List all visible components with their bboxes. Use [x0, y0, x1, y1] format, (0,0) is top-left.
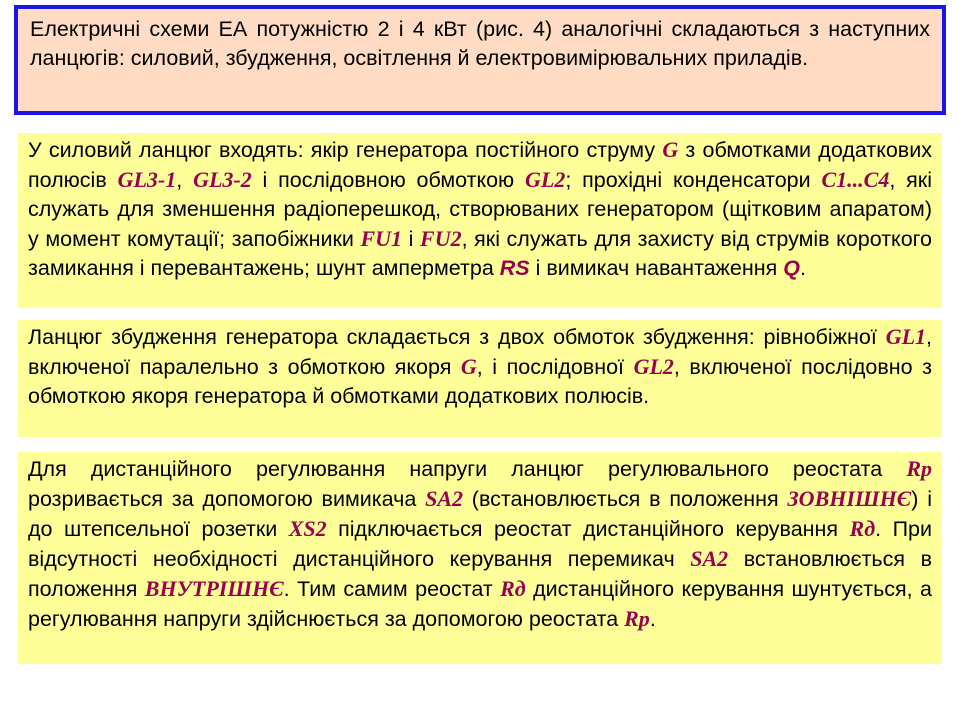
code-term: GL3-2: [193, 167, 252, 192]
code-term: Q: [783, 256, 800, 280]
text-run: дистанційного керування шунтується, а регулювання напруги здійснюється за допомогою реостата: [28, 577, 933, 631]
text-run: ,: [176, 168, 194, 192]
code-term: SA2: [425, 486, 464, 511]
text-run: ) і до штепсельної розетки: [28, 487, 932, 541]
code-term: Rp: [624, 606, 650, 631]
code-term: Rp: [906, 456, 932, 481]
code-term: XS2: [288, 516, 327, 541]
text-run: , які служать для зменшення радіоперешкод, створюваних генератором (щітковим апаратом) у момент комутації; запобіжники: [28, 168, 932, 251]
code-term: GL1: [885, 324, 927, 349]
code-term: ВНУТРІШНЄ: [144, 576, 284, 601]
text-run: У силовий ланцюг входять: якір генератора постійного струму: [28, 138, 663, 162]
code-term: C1...C4: [821, 167, 890, 192]
code-term: RS: [499, 256, 530, 280]
text-run: , і послідовної: [476, 355, 634, 379]
code-term: Rд: [500, 576, 526, 601]
text-run: , включеної послідовно з обмоткою якоря генератора й обмотками додаткових полюсів.: [28, 355, 932, 408]
text-run: Ланцюг збудження генератора складається з двох обмоток збудження: рівнобіжної: [28, 325, 886, 349]
text-run: . Тим самим реостат: [283, 577, 501, 601]
code-term: GL2: [633, 354, 674, 379]
excitation-circuit-paragraph: [18, 320, 942, 437]
text-run: , включеної паралельно з обмоткою якоря: [28, 325, 932, 379]
code-term: Rд: [849, 516, 876, 541]
code-term: GL2: [525, 167, 566, 192]
text-run: Для дистанційного регулювання напруги ланцюг регулювального реостата: [28, 457, 907, 481]
code-term: G: [460, 354, 477, 379]
text-run: і послідовною обмоткою: [251, 168, 526, 192]
text-run: і: [402, 227, 421, 251]
code-term: G: [662, 137, 679, 162]
code-term: GL3-1: [117, 167, 177, 192]
code-term: FU1: [360, 226, 403, 251]
text-run: підключається реостат дистанційного керування: [326, 517, 850, 541]
text-run: (встановлюється в положення: [463, 487, 788, 511]
code-term: ЗОВНІШНЄ: [787, 486, 912, 511]
remote-regulation-paragraph: [18, 452, 942, 664]
text-run: .: [799, 256, 806, 280]
text-run: встановлюється в положення: [28, 547, 933, 601]
text-run: і вимикач навантаження: [529, 256, 784, 280]
text-run: ; прохідні конденсатори: [565, 168, 822, 192]
text-run: . При відсутності необхідності дистанційного керування перемикач: [28, 517, 933, 571]
text-run: , які служать для захисту від струмів короткого замикання і перевантажень; шунт амперметра: [28, 227, 932, 280]
code-term: SA2: [690, 546, 729, 571]
text-run: розривається за допомогою вимикача: [28, 487, 426, 511]
text-run: .: [649, 607, 656, 631]
header-box: [14, 5, 946, 115]
code-term: FU2: [420, 226, 462, 251]
text-run: з обмотками додаткових полюсів: [28, 138, 932, 192]
power-circuit-paragraph: [18, 133, 942, 308]
header-text: Електричні схеми ЕА потужністю 2 і 4 кВт (рис. 4) аналогічні складаються з наступних ланцюгів: силовий, збудження, освітлення й електровимірювальних приладів.: [30, 17, 930, 70]
